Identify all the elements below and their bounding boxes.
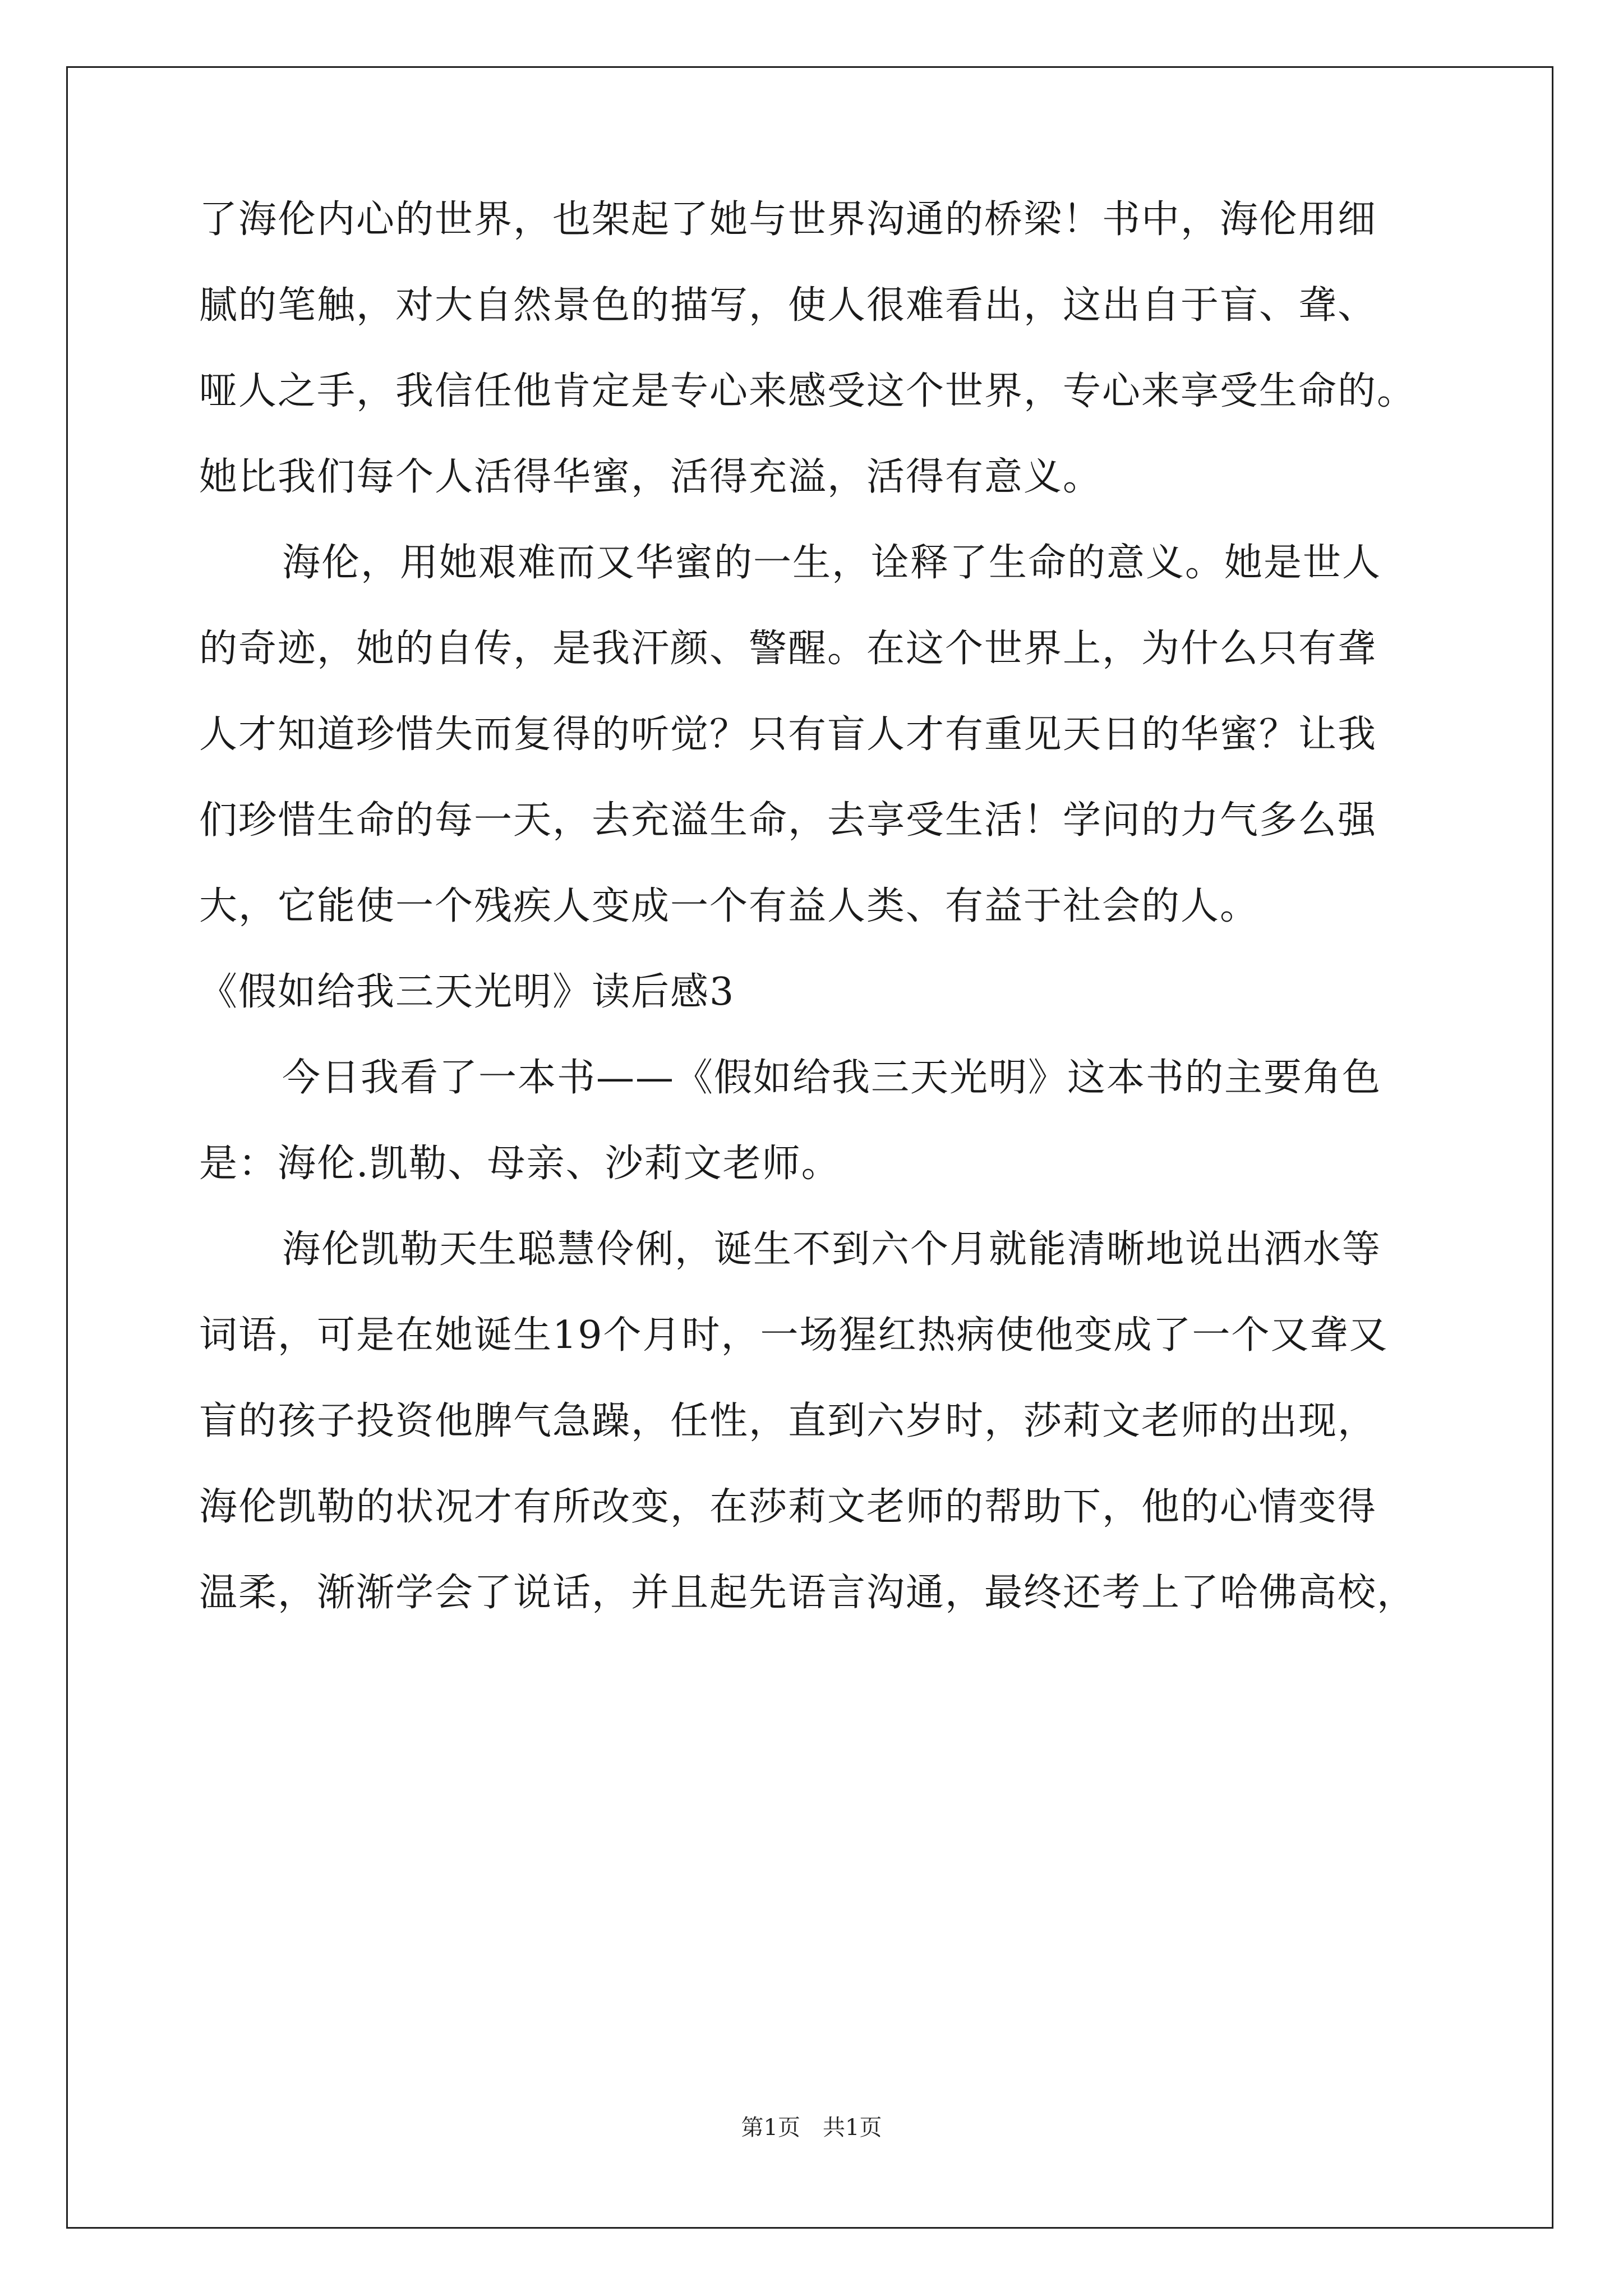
paragraph-first-line: 今日我看了一本书——《假如给我三天光明》这本书的主要角色: [282, 1056, 1382, 1100]
text-line: 是：海伦.凯勒、母亲、沙莉文老师。: [199, 1142, 841, 1186]
text-line: 盲的孩子投资他脾气急躁，任性，直到六岁时，莎莉文老师的出现，: [199, 1399, 1377, 1443]
text-line: 的奇迹，她的自传，是我汗颜、警醒。在这个世界上，为什么只有聋: [199, 627, 1377, 671]
text-line: 们珍惜生命的每一天，去充溢生命，去享受生活！学问的力气多么强: [199, 798, 1377, 843]
paragraph-first-line: 海伦凯勒天生聪慧伶俐，诞生不到六个月就能清晰地说出洒水等: [282, 1227, 1382, 1272]
text-line: 她比我们每个人活得华蜜，活得充溢，活得有意义。: [199, 455, 1103, 499]
section-heading: 《假如给我三天光明》读后感3: [199, 970, 735, 1014]
text-line: 腻的笔触，对大自然景色的描写，使人很难看出，这出自于盲、聋、: [199, 283, 1377, 328]
text-line: 大，它能使一个残疾人变成一个有益人类、有益于社会的人。: [199, 884, 1260, 928]
text-line: 了海伦内心的世界，也架起了她与世界沟通的桥梁！书中，海伦用细: [199, 197, 1377, 242]
text-line: 词语，可是在她诞生19个月时，一场猩红热病使他变成了一个又聋又: [199, 1313, 1389, 1358]
text-line: 温柔，渐渐学会了说话，并且起先语言沟通，最终还考上了哈佛高校，: [199, 1571, 1417, 1615]
paragraph-first-line: 海伦，用她艰难而又华蜜的一生，诠释了生命的意义。她是世人: [282, 541, 1382, 585]
page-footer: 第1页 共1页: [741, 2115, 882, 2141]
text-line: 海伦凯勒的状况才有所改变，在莎莉文老师的帮助下，他的心情变得: [199, 1485, 1377, 1529]
text-line: 哑人之手，我信任他肯定是专心来感受这个世界，专心来享受生命的。: [199, 369, 1417, 413]
text-line: 人才知道珍惜失而复得的听觉？只有盲人才有重见天日的华蜜？让我: [199, 712, 1377, 757]
